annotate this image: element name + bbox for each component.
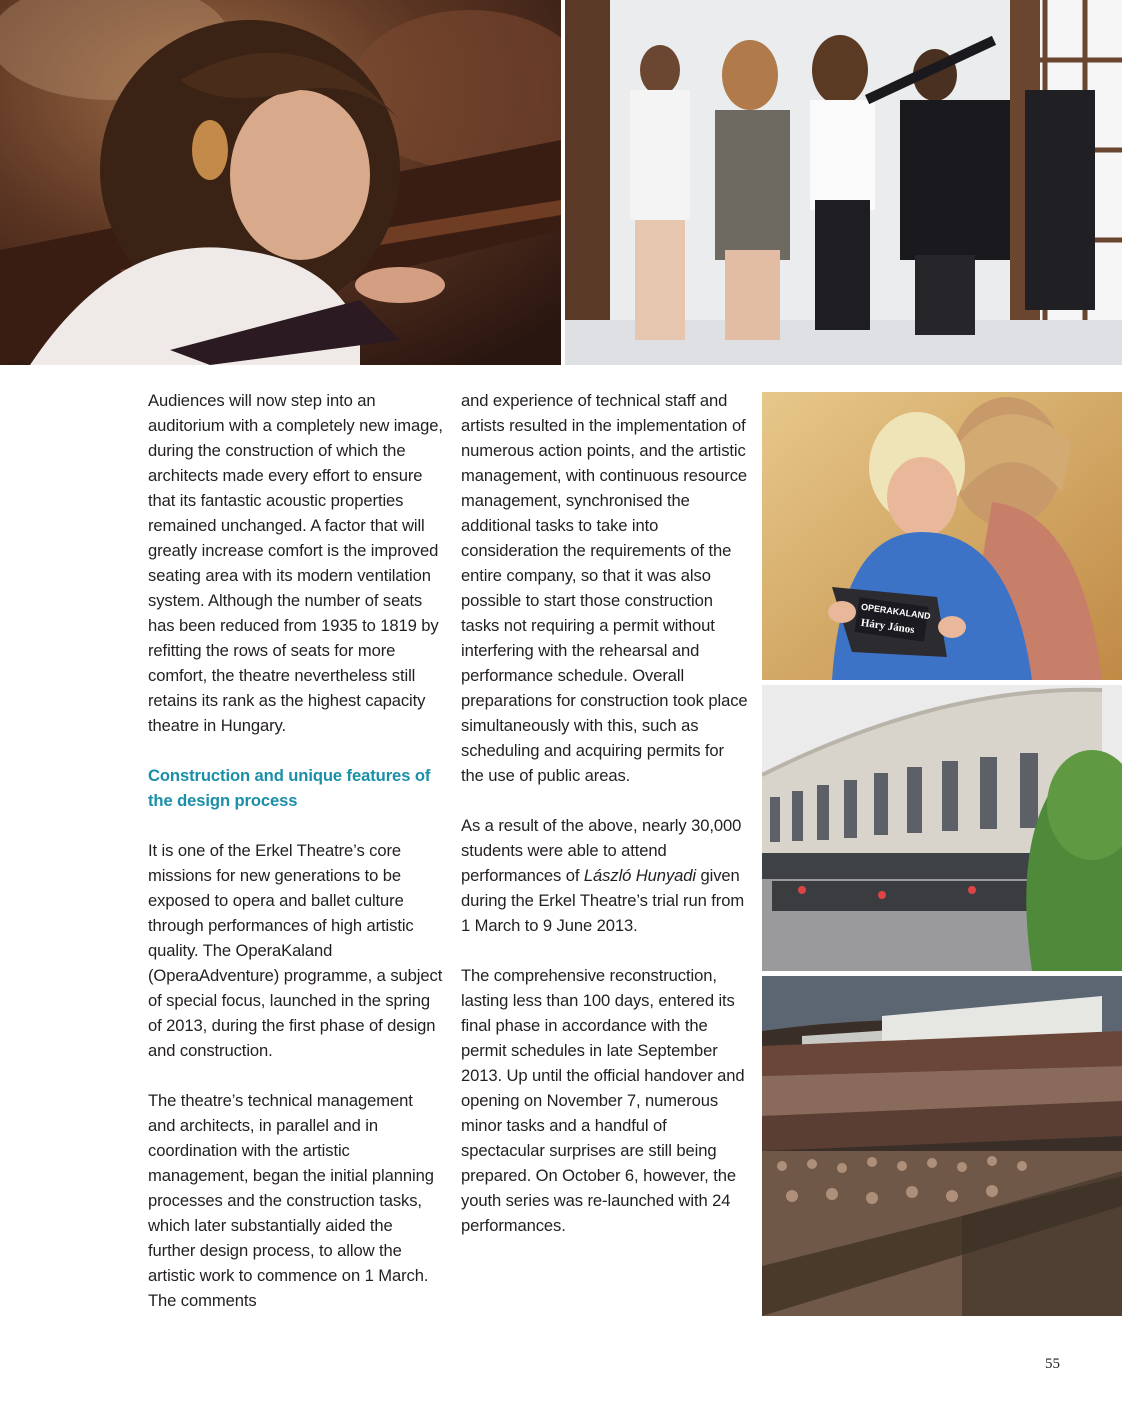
paragraph-text: given during the Erkel Theatre’s trial run from 1 March to 9 June 2013. [461,866,745,935]
paragraph-technical-management: The theatre’s technical management and architects, in parallel and in coordination with the artistic management, began the initial planning processes and the construction tasks, which later substantially aided the further design process, to allow the artistic work to commence on 1 March. The comments [148,1091,434,1310]
paragraph-auditorium-image: Audiences will now step into an auditorium with a completely new image, during the construction of which the architects made every effort to ensure that its fantastic acoustic properties remained unchanged. A factor that will greatly increase comfort is the improved seating area with its modern ventilation system. Although the number of seats has been reduced from 1935 to 1819 by refitting the rows of seats for more comfort, the theatre nevertheless still retains its rank as the highest capacity theatre in Hungary. [148,391,443,735]
photo-girl-at-balcony [0,0,561,365]
booklet-title: Háry János [860,616,916,637]
opera-title: László Hunyadi [583,866,696,885]
paragraph-action-points: and experience of technical staff and artists resulted in the implementation of numerous action points, and the artistic management, with continuous resource management, synchronised the additional tasks to take into consideration the requirements of the entire company, so that it was also possible to start those construction tasks not requiring a permit without interfering with the rehearsal and performance schedule. Overall preparations for construction took place simultaneously with this, such as scheduling and acquiring permits for the use of public areas. [461,391,748,785]
text-column-middle [461,388,751,1263]
booklet-brand: OPERAKALAND [860,601,932,622]
photo-children-reading-booklet [762,392,1122,680]
paragraph-students-attended [461,813,751,938]
section-heading: Construction and unique features of the design process [148,766,431,810]
photo-students-in-doorway [565,0,1122,365]
paragraph-reconstruction: The comprehensive reconstruction, lasting less than 100 days, entered its final phase in accordance with the permit schedules in late September 2013. Up until the official handover and opening on November 7, numerous minor tasks and a handful of spectacular surprises are still being prepared. On October 6, however, the youth series was re-launched with 24 performances. [461,966,745,1235]
paragraph-core-missions: It is one of the Erkel Theatre’s core missions for new generations to be exposed to opera and ballet culture through performances of high artistic quality. The OperaKaland (OperaAdventure) programme, a subject of special focus, launched in the spring of 2013, during the first phase of design and construction. [148,841,443,1060]
photo-theatre-exterior [762,685,1122,971]
text-column-left [148,388,444,1338]
photo-auditorium-interior [762,976,1122,1316]
page-number: 55 [1045,1356,1060,1372]
paragraph-text: As a result of the above, nearly 30,000 students were able to attend performances of [461,816,742,885]
